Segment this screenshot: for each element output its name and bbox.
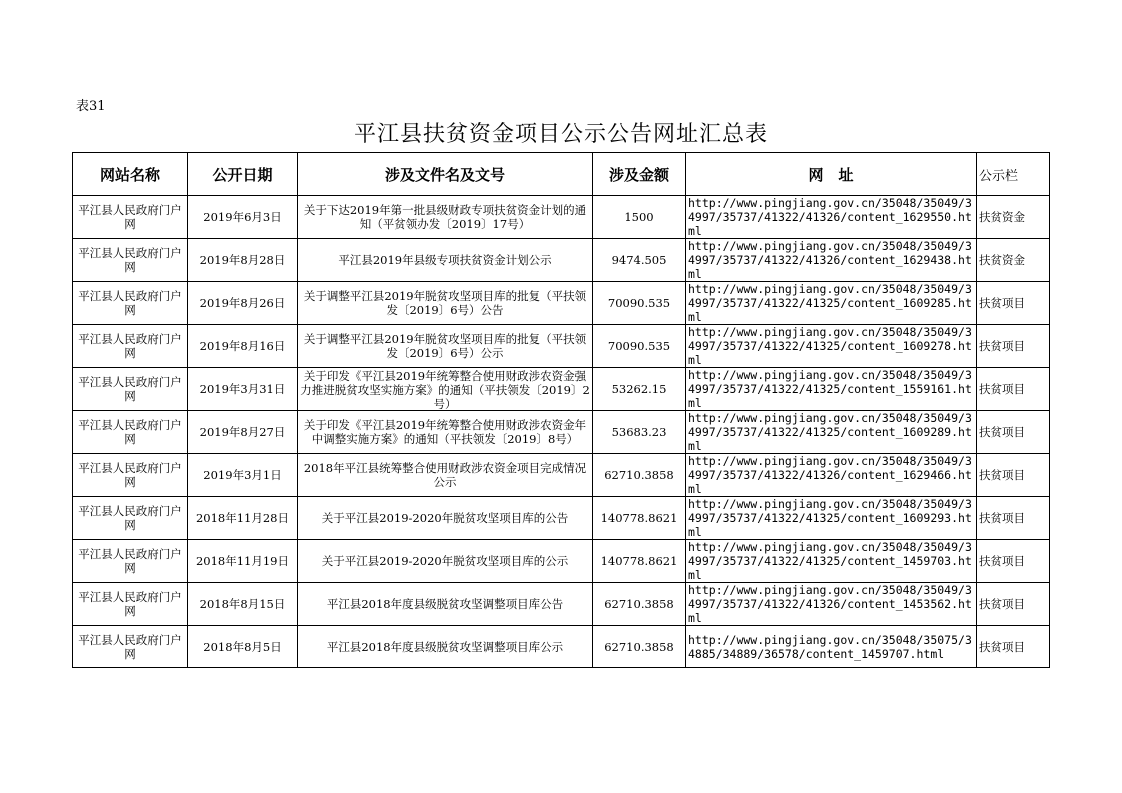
cell-publish-date: 2019年8月28日 [188, 239, 298, 282]
cell-url-link[interactable]: http://www.pingjiang.gov.cn/35048/35049/34997/35737/41322/41326/content_1629438.html [686, 239, 977, 282]
cell-url-link[interactable]: http://www.pingjiang.gov.cn/35048/35049/34997/35737/41322/41326/content_1453562.html [686, 583, 977, 626]
summary-table [72, 152, 1050, 668]
cell-site-name: 平江县人民政府门户网 [73, 368, 188, 411]
cell-publish-date: 2018年11月28日 [188, 497, 298, 540]
cell-document [298, 454, 593, 497]
cell-document [298, 239, 593, 282]
cell-site-name: 平江县人民政府门户网 [73, 497, 188, 540]
table-row [73, 282, 1050, 325]
document-text: 关于下达2019年第一批县级财政专项扶贫资金计划的通知（平贫领办发〔2019〕17号） [303, 203, 587, 231]
cell-site-name: 平江县人民政府门户网 [73, 196, 188, 239]
document-text: 关于平江县2019-2020年脱贫攻坚项目库的公告 [321, 511, 569, 525]
cell-amount: 62710.3858 [593, 583, 686, 626]
cell-url-link[interactable]: http://www.pingjiang.gov.cn/35048/35049/34997/35737/41322/41325/content_1459703.html [686, 540, 977, 583]
table-row [73, 196, 1050, 239]
cell-publish-date: 2019年8月26日 [188, 282, 298, 325]
table-row [73, 368, 1050, 411]
header-site-name: 网站名称 [73, 153, 188, 196]
cell-site-name: 平江县人民政府门户网 [73, 454, 188, 497]
document-text: 关于印发《平江县2019年统筹整合使用财政涉农资金年中调整实施方案》的通知（平扶领发〔2019〕8号） [303, 418, 587, 446]
cell-document [298, 325, 593, 368]
cell-url-link[interactable]: http://www.pingjiang.gov.cn/35048/35049/34997/35737/41322/41326/content_1629550.html [686, 196, 977, 239]
cell-site-name: 平江县人民政府门户网 [73, 239, 188, 282]
cell-board: 扶贫项目 [977, 368, 1050, 411]
cell-amount: 53683.23 [593, 411, 686, 454]
cell-amount: 140778.8621 [593, 497, 686, 540]
cell-publish-date: 2019年3月31日 [188, 368, 298, 411]
document-text: 平江县2018年度县级脱贫攻坚调整项目库公示 [326, 639, 564, 654]
cell-amount: 140778.8621 [593, 540, 686, 583]
cell-board: 扶贫项目 [977, 282, 1050, 325]
cell-board: 扶贫资金 [977, 196, 1050, 239]
cell-site-name: 平江县人民政府门户网 [73, 282, 188, 325]
cell-amount: 9474.505 [593, 239, 686, 282]
table-row [73, 626, 1050, 668]
document-text: 2018年平江县统筹整合使用财政涉农资金项目完成情况公示 [303, 461, 587, 489]
cell-site-name: 平江县人民政府门户网 [73, 540, 188, 583]
cell-amount: 70090.535 [593, 282, 686, 325]
cell-document [298, 411, 593, 454]
cell-board: 扶贫项目 [977, 626, 1050, 668]
cell-publish-date: 2019年8月16日 [188, 325, 298, 368]
cell-url-link[interactable]: http://www.pingjiang.gov.cn/35048/35049/34997/35737/41322/41325/content_1609289.html [686, 411, 977, 454]
cell-board: 扶贫项目 [977, 497, 1050, 540]
cell-url-link[interactable]: http://www.pingjiang.gov.cn/35048/35049/34997/35737/41322/41325/content_1609293.html [686, 497, 977, 540]
document-text: 平江县2018年度县级脱贫攻坚调整项目库公告 [326, 597, 564, 611]
cell-publish-date: 2019年8月27日 [188, 411, 298, 454]
cell-url-link[interactable]: http://www.pingjiang.gov.cn/35048/35049/34997/35737/41322/41325/content_1609278.html [686, 325, 977, 368]
document-text: 关于平江县2019-2020年脱贫攻坚项目库的公示 [321, 554, 569, 568]
cell-board: 扶贫项目 [977, 411, 1050, 454]
cell-publish-date: 2019年6月3日 [188, 196, 298, 239]
cell-site-name: 平江县人民政府门户网 [73, 411, 188, 454]
cell-board: 扶贫项目 [977, 454, 1050, 497]
cell-publish-date: 2018年8月5日 [188, 626, 298, 668]
cell-document [298, 540, 593, 583]
cell-url-link[interactable]: http://www.pingjiang.gov.cn/35048/35049/34997/35737/41322/41325/content_1559161.html [686, 368, 977, 411]
table-row [73, 411, 1050, 454]
cell-document [298, 368, 593, 411]
cell-amount: 62710.3858 [593, 626, 686, 668]
cell-amount: 53262.15 [593, 368, 686, 411]
cell-board: 扶贫项目 [977, 540, 1050, 583]
cell-document [298, 497, 593, 540]
table-row [73, 540, 1050, 583]
header-url: 网 址 [686, 153, 977, 196]
table-row [73, 325, 1050, 368]
document-text: 平江县2019年县级专项扶贫资金计划公示 [338, 253, 552, 267]
header-board: 公示栏 [977, 153, 1050, 196]
cell-document [298, 583, 593, 626]
table-row [73, 497, 1050, 540]
cell-document [298, 626, 593, 668]
cell-site-name: 平江县人民政府门户网 [73, 325, 188, 368]
cell-publish-date: 2019年3月1日 [188, 454, 298, 497]
cell-board: 扶贫项目 [977, 583, 1050, 626]
cell-site-name: 平江县人民政府门户网 [73, 583, 188, 626]
header-amount: 涉及金额 [593, 153, 686, 196]
cell-url-link[interactable]: http://www.pingjiang.gov.cn/35048/35075/34885/34889/36578/content_1459707.html [686, 626, 977, 668]
cell-url-link[interactable]: http://www.pingjiang.gov.cn/35048/35049/34997/35737/41322/41326/content_1629466.html [686, 454, 977, 497]
table-header-row [73, 153, 1050, 196]
cell-url-link[interactable]: http://www.pingjiang.gov.cn/35048/35049/34997/35737/41322/41325/content_1609285.html [686, 282, 977, 325]
cell-board: 扶贫资金 [977, 239, 1050, 282]
table-row [73, 239, 1050, 282]
cell-publish-date: 2018年8月15日 [188, 583, 298, 626]
cell-document [298, 196, 593, 239]
cell-publish-date: 2018年11月19日 [188, 540, 298, 583]
table-row [73, 454, 1050, 497]
cell-amount: 62710.3858 [593, 454, 686, 497]
cell-document [298, 282, 593, 325]
document-title: 平江县扶贫资金项目公示公告网址汇总表 [353, 122, 768, 147]
cell-board: 扶贫项目 [977, 325, 1050, 368]
document-text: 关于印发《平江县2019年统筹整合使用财政涉农资金强力推进脱贫攻坚实施方案》的通知（平扶领发〔2019〕2号） [300, 369, 590, 409]
cell-amount: 1500 [593, 196, 686, 239]
document-text: 关于调整平江县2019年脱贫攻坚项目库的批复（平扶领发〔2019〕6号）公示 [303, 332, 587, 360]
header-document: 涉及文件名及文号 [298, 153, 593, 196]
table-number-label: 表31 [76, 99, 106, 114]
cell-amount: 70090.535 [593, 325, 686, 368]
table-row [73, 583, 1050, 626]
document-text: 关于调整平江县2019年脱贫攻坚项目库的批复（平扶领发〔2019〕6号）公告 [303, 289, 587, 317]
header-publish-date: 公开日期 [188, 153, 298, 196]
table-body [73, 196, 1050, 668]
cell-site-name: 平江县人民政府门户网 [73, 626, 188, 668]
